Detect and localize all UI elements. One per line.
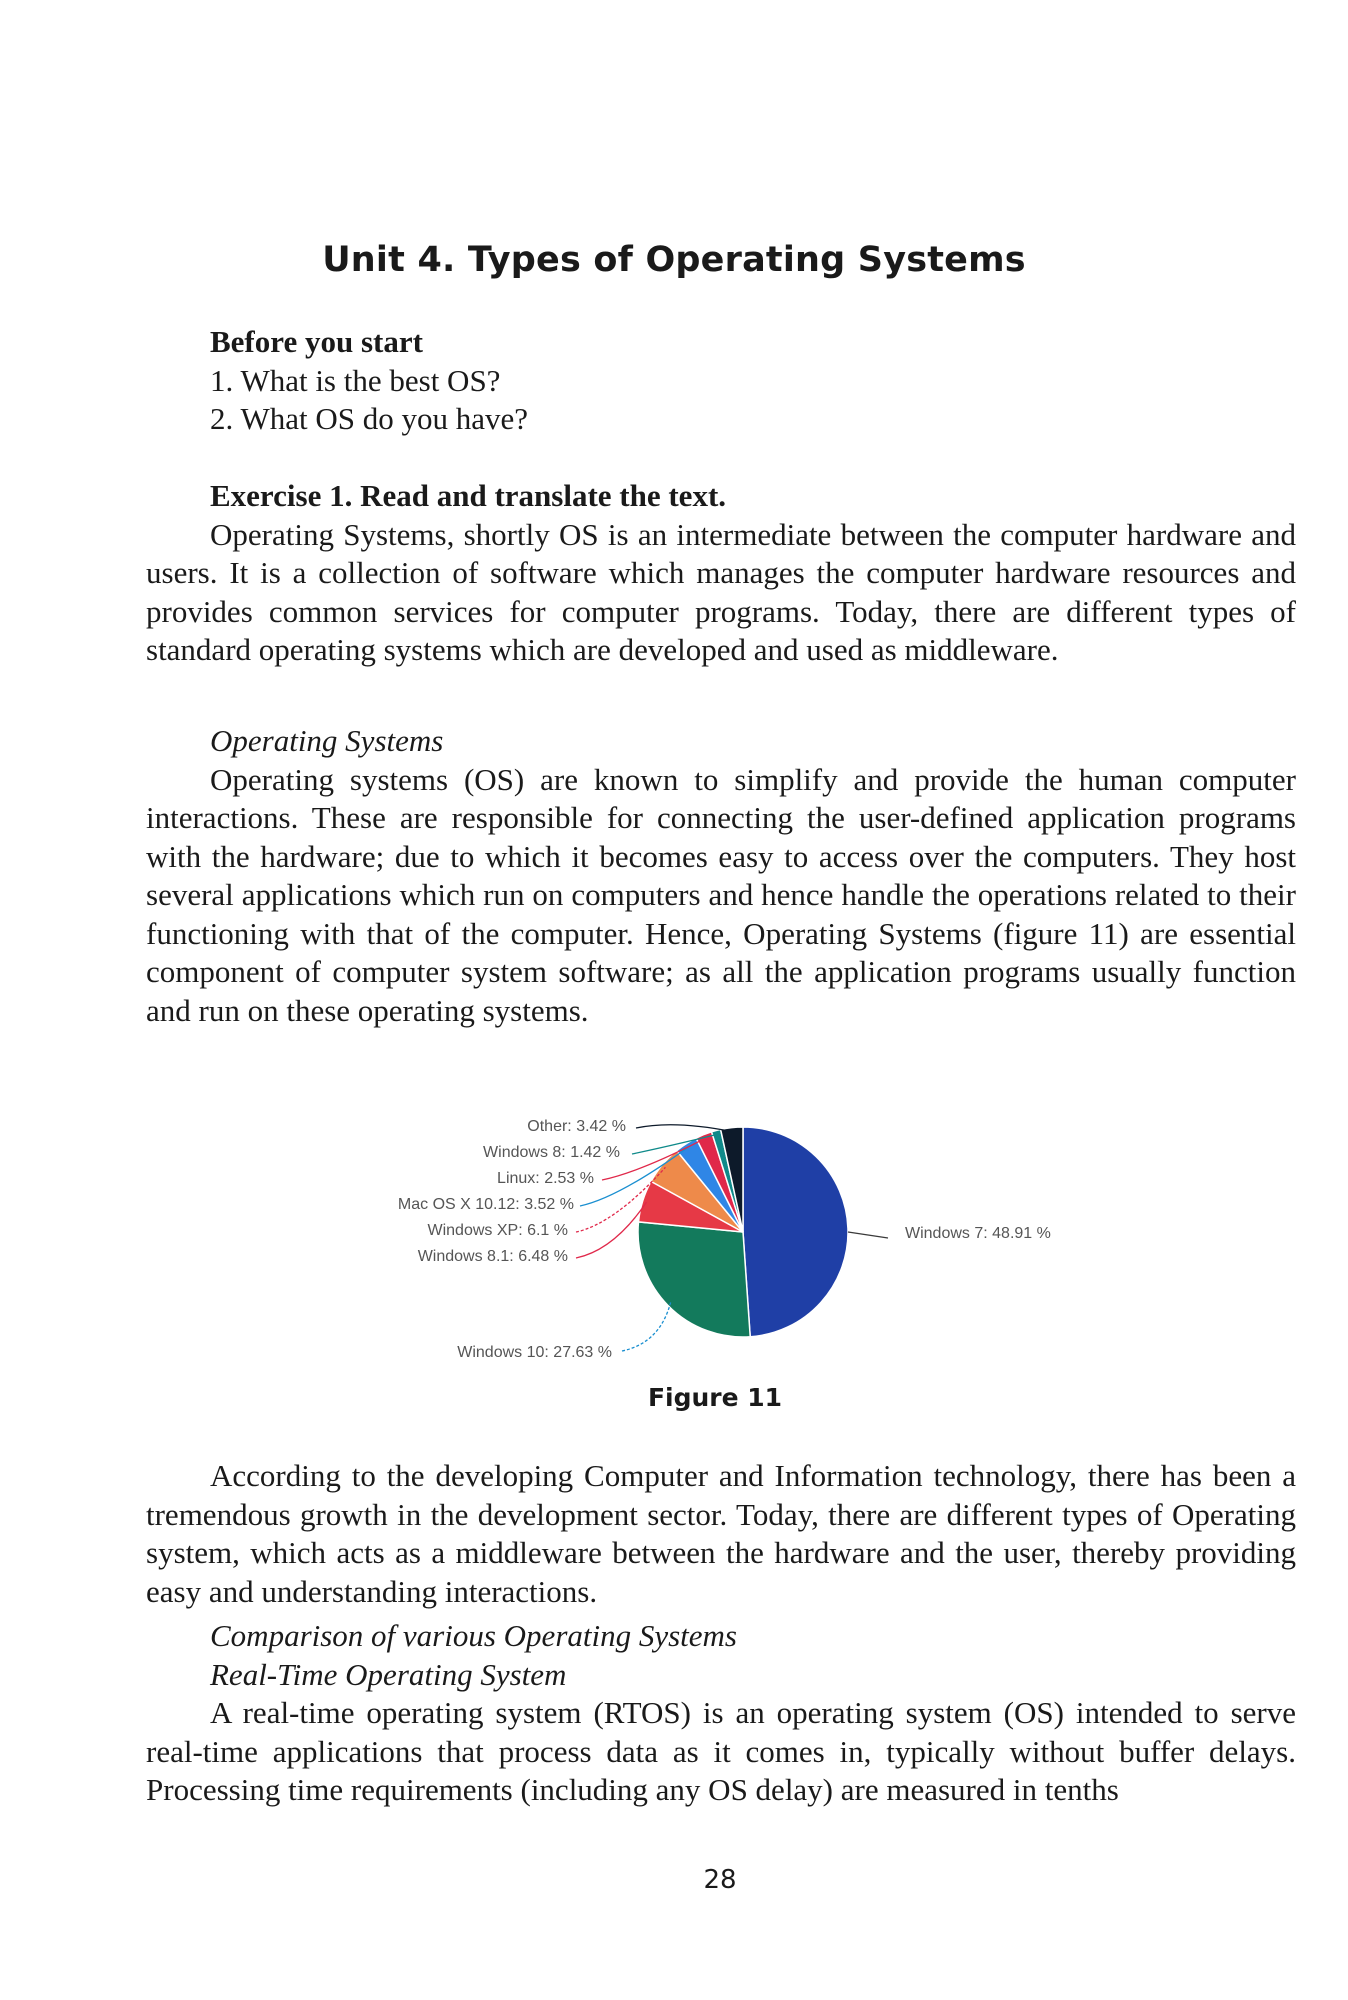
page-title: Unit 4. Types of Operating Systems bbox=[322, 240, 1026, 280]
os-market-share-chart bbox=[340, 1075, 1120, 1365]
rtos-heading: Real-Time Operating System bbox=[210, 1656, 567, 1692]
comparison-heading: Comparison of various Operating Systems bbox=[210, 1618, 737, 1653]
pie-label: Windows 8: 1.42 % bbox=[483, 1144, 620, 1161]
pie-label: Windows 10: 27.63 % bbox=[457, 1344, 612, 1361]
exercise-1 bbox=[146, 477, 1296, 670]
exercise-heading: Exercise 1. Read and translate the text. bbox=[210, 478, 727, 513]
development-paragraph: According to the developing Computer and Information technology, there has been a tremendous growth in the development sector. Today, there are different types of Operating system, which acts as a middleware between the hardware and the user, thereby providing easy and understanding interactions. bbox=[146, 1458, 1296, 1609]
page-number: 28 bbox=[703, 1865, 737, 1895]
pie-label: Windows 8.1: 6.48 % bbox=[417, 1248, 568, 1265]
before-heading: Before you start bbox=[210, 324, 423, 359]
pie-leader-line bbox=[848, 1232, 888, 1238]
section-development bbox=[146, 1457, 1296, 1810]
pie-leader-line bbox=[622, 1302, 671, 1351]
pie-slice bbox=[743, 1127, 848, 1337]
question-2: 2. What OS do you have? bbox=[210, 401, 528, 436]
pie-slice bbox=[638, 1222, 750, 1337]
section-operating-systems bbox=[146, 722, 1296, 1030]
exercise-paragraph: Operating Systems, shortly OS is an intermediate between the computer hardware and users. It is a collection of software which manages the computer hardware resources and provides common services for computer programs. Today, there are different types of standard operating systems which are developed and used as middleware. bbox=[146, 516, 1296, 667]
pie-leader-line bbox=[576, 1202, 647, 1258]
question-1: 1. What is the best OS? bbox=[210, 362, 501, 398]
pie-label: Other: 3.42 % bbox=[527, 1118, 626, 1135]
section-paragraph: Operating systems (OS) are known to simplify and provide the human computer interactions. These are responsible for connecting the user-defined application programs with the hardware; due to which it becomes easy to access over the computers. They host several applications which run on computers and hence handle the operations related to their functioning with that of the computer. Hence, Operating Systems (figure 11) are essential component of computer system software; as all the application programs usually function and run on these operating systems. bbox=[146, 761, 1296, 1028]
pie-label: Mac OS X 10.12: 3.52 % bbox=[397, 1196, 574, 1213]
pie-label: Windows 7: 48.91 % bbox=[905, 1225, 1051, 1242]
pie-label: Linux: 2.53 % bbox=[497, 1170, 594, 1187]
section-heading: Operating Systems bbox=[210, 723, 444, 758]
pie-chart-svg bbox=[340, 1075, 1120, 1365]
figure-caption: Figure 11 bbox=[647, 1383, 783, 1412]
rtos-paragraph: A real-time operating system (RTOS) is an operating system (OS) intended to serve real-time applications that process data as it comes in, typically without buffer delays. Processing time requirements (including any OS delay) are measured in tenths bbox=[146, 1695, 1296, 1807]
pie-label: Windows XP: 6.1 % bbox=[427, 1222, 568, 1239]
before-you-start bbox=[146, 323, 1296, 439]
